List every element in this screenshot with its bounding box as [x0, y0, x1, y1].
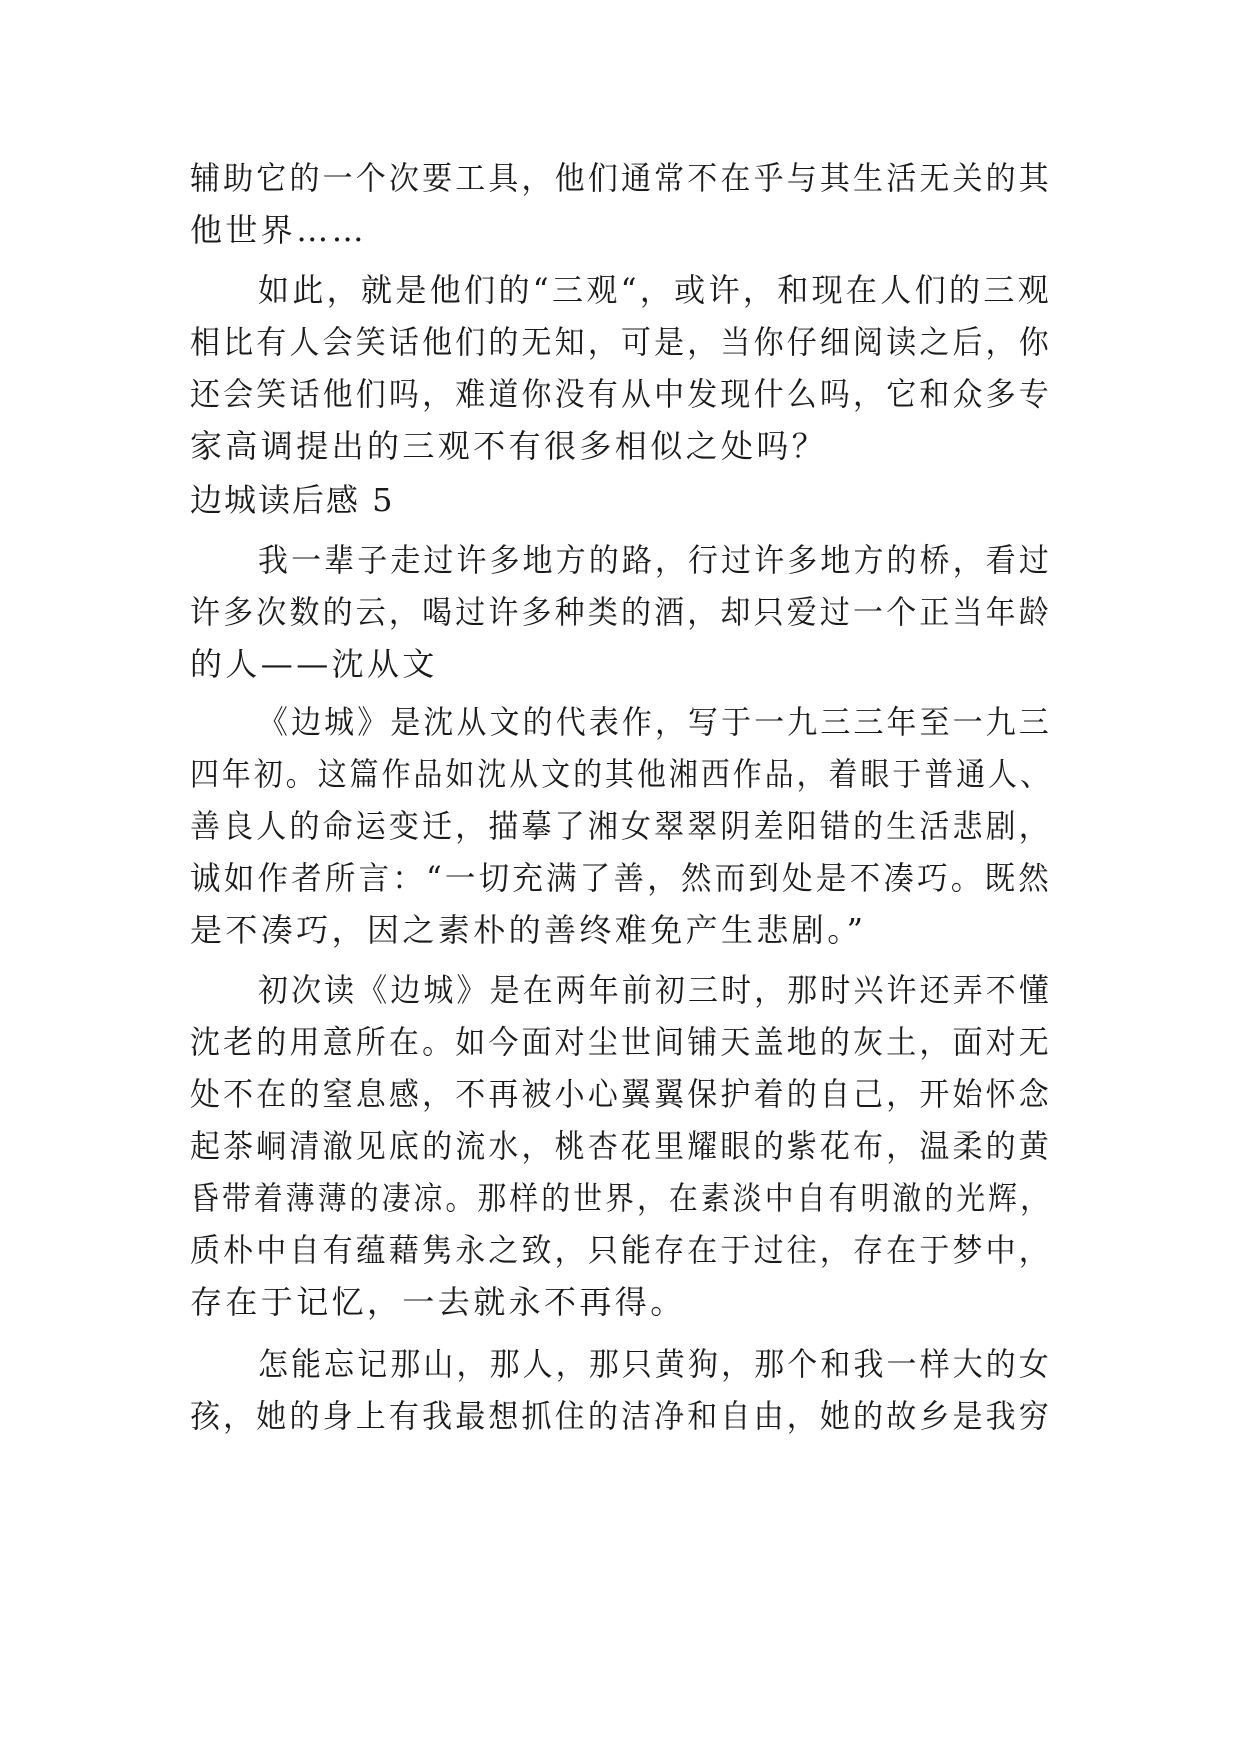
text-line: 存在于记忆，一去就永不再得。 — [190, 1283, 686, 1321]
text-line: 他世界…… — [190, 211, 368, 249]
paragraph-start-line: 如此，就是他们的“三观“，或许，和现在人们的三观 — [258, 271, 1053, 309]
paragraph-start-line: 怎能忘记那山，那人，那只黄狗，那个和我一样大的女 — [258, 1345, 1052, 1383]
text-line: 家高调提出的三观不有很多相似之处吗？ — [190, 427, 828, 465]
text-line: 还会笑话他们吗，难道你没有从中发现什么吗，它和众多专 — [190, 375, 1052, 413]
paragraph-start-line: 我一辈子走过许多地方的路，行过许多地方的桥，看过 — [258, 541, 1052, 579]
text-line: 善良人的命运变迁，描摹了湘女翠翠阴差阳错的生活悲剧， — [190, 807, 1052, 845]
text-line: 沈老的用意所在。如今面对尘世间铺天盖地的灰土，面对无 — [190, 1023, 1052, 1061]
text-line: 的人——沈从文 — [190, 645, 438, 683]
paragraph-start-line: 《边城》是沈从文的代表作，写于一九三三年至一九三 — [258, 703, 1052, 741]
text-line: 辅助它的一个次要工具，他们通常不在乎与其生活无关的其 — [190, 159, 1052, 197]
text-line: 起茶峒清澈见底的流水，桃杏花里耀眼的紫花布，温柔的黄 — [190, 1127, 1052, 1165]
text-line: 是不凑巧，因之素朴的善终难免产生悲剧。” — [190, 911, 867, 949]
text-line: 孩，她的身上有我最想抓住的洁净和自由，她的故乡是我穷 — [190, 1397, 1052, 1435]
text-line: 诚如作者所言：“一切充满了善，然而到处是不凑巧。既然 — [190, 859, 1052, 897]
text-line: 相比有人会笑话他们的无知，可是，当你仔细阅读之后，你 — [190, 323, 1052, 361]
paragraph-start-line: 初次读《边城》是在两年前初三时，那时兴许还弄不懂 — [258, 971, 1052, 1009]
text-line: 处不在的窒息感，不再被小心翼翼保护着的自己，开始怀念 — [190, 1075, 1052, 1113]
section-heading: 边城读后感 5 — [190, 481, 395, 519]
text-line: 四年初。这篇作品如沈从文的其他湘西作品，着眼于普通人、 — [190, 755, 1053, 793]
text-line: 许多次数的云，喝过许多种类的酒，却只爱过一个正当年龄 — [190, 593, 1052, 631]
text-line: 昏带着薄薄的凄凉。那样的世界，在素淡中自有明澈的光辉， — [190, 1179, 1053, 1217]
text-line: 质朴中自有蕴藉隽永之致，只能存在于过往，存在于梦中， — [190, 1231, 1052, 1269]
